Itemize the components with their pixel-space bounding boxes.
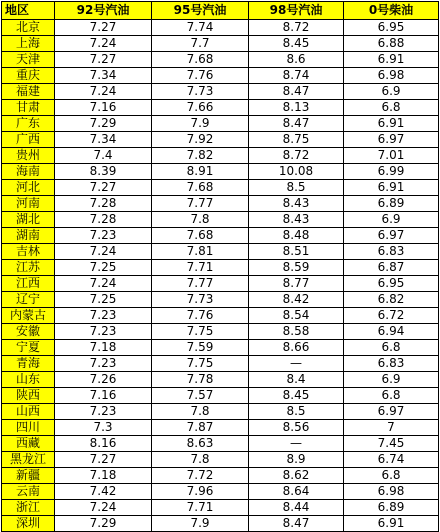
cell-gasoline-95: 7.73 xyxy=(152,84,249,100)
cell-region: 四川 xyxy=(2,420,55,436)
table-row xyxy=(2,180,439,196)
table-row xyxy=(2,196,439,212)
cell-region: 辽宁 xyxy=(2,292,55,308)
cell-gasoline-95: 7.9 xyxy=(152,116,249,132)
table-row xyxy=(2,436,439,452)
cell-gasoline-92: 7.27 xyxy=(55,452,152,468)
cell-gasoline-92: 7.24 xyxy=(55,500,152,516)
cell-diesel-0: 6.82 xyxy=(344,292,439,308)
cell-gasoline-92: 7.24 xyxy=(55,84,152,100)
header-diesel-0: 0号柴油 xyxy=(344,2,439,20)
cell-gasoline-95: 7.68 xyxy=(152,52,249,68)
cell-gasoline-95: 7.96 xyxy=(152,484,249,500)
table-row xyxy=(2,244,439,260)
table-row xyxy=(2,452,439,468)
cell-region: 青海 xyxy=(2,356,55,372)
cell-gasoline-95: 7.8 xyxy=(152,404,249,420)
cell-gasoline-92: 7.23 xyxy=(55,228,152,244)
cell-gasoline-92: 7.24 xyxy=(55,244,152,260)
cell-diesel-0: 6.97 xyxy=(344,132,439,148)
cell-gasoline-98: 8.51 xyxy=(249,244,344,260)
cell-region: 广西 xyxy=(2,132,55,148)
cell-diesel-0: 6.99 xyxy=(344,164,439,180)
cell-gasoline-92: 7.28 xyxy=(55,212,152,228)
header-region: 地区 xyxy=(2,2,55,20)
cell-gasoline-98: 8.72 xyxy=(249,148,344,164)
cell-gasoline-95: 7.87 xyxy=(152,420,249,436)
table-header xyxy=(2,2,439,20)
cell-gasoline-98: 8.5 xyxy=(249,404,344,420)
cell-gasoline-95: 7.76 xyxy=(152,308,249,324)
cell-diesel-0: 6.98 xyxy=(344,68,439,84)
cell-region: 陕西 xyxy=(2,388,55,404)
cell-gasoline-92: 7.23 xyxy=(55,324,152,340)
table-row xyxy=(2,228,439,244)
cell-region: 吉林 xyxy=(2,244,55,260)
fuel-price-table-container xyxy=(1,1,438,532)
table-row xyxy=(2,276,439,292)
cell-gasoline-92: 7.42 xyxy=(55,484,152,500)
cell-region: 深圳 xyxy=(2,516,55,532)
cell-region: 内蒙古 xyxy=(2,308,55,324)
cell-gasoline-92: 7.18 xyxy=(55,340,152,356)
header-gasoline-98: 98号汽油 xyxy=(249,2,344,20)
cell-gasoline-98: 8.48 xyxy=(249,228,344,244)
cell-diesel-0: 6.91 xyxy=(344,180,439,196)
table-row xyxy=(2,340,439,356)
table-row xyxy=(2,68,439,84)
cell-gasoline-95: 7.75 xyxy=(152,324,249,340)
cell-gasoline-98: 8.47 xyxy=(249,84,344,100)
cell-gasoline-95: 7.75 xyxy=(152,356,249,372)
cell-gasoline-98: 10.08 xyxy=(249,164,344,180)
cell-region: 湖北 xyxy=(2,212,55,228)
table-row xyxy=(2,356,439,372)
cell-region: 上海 xyxy=(2,36,55,52)
cell-region: 安徽 xyxy=(2,324,55,340)
cell-gasoline-98: 8.13 xyxy=(249,100,344,116)
cell-gasoline-92: 7.18 xyxy=(55,468,152,484)
cell-gasoline-98: 8.64 xyxy=(249,484,344,500)
cell-region: 甘肃 xyxy=(2,100,55,116)
table-row xyxy=(2,468,439,484)
cell-gasoline-92: 8.39 xyxy=(55,164,152,180)
cell-diesel-0: 6.89 xyxy=(344,500,439,516)
table-row xyxy=(2,484,439,500)
cell-region: 山东 xyxy=(2,372,55,388)
table-row xyxy=(2,116,439,132)
cell-region: 河南 xyxy=(2,196,55,212)
cell-gasoline-95: 7.57 xyxy=(152,388,249,404)
cell-diesel-0: 6.91 xyxy=(344,52,439,68)
cell-diesel-0: 6.9 xyxy=(344,372,439,388)
cell-diesel-0: 6.8 xyxy=(344,340,439,356)
cell-gasoline-95: 7.77 xyxy=(152,276,249,292)
cell-region: 重庆 xyxy=(2,68,55,84)
cell-gasoline-92: 7.27 xyxy=(55,180,152,196)
table-row xyxy=(2,404,439,420)
cell-gasoline-92: 7.29 xyxy=(55,116,152,132)
cell-diesel-0: 6.88 xyxy=(344,36,439,52)
cell-gasoline-92: 7.24 xyxy=(55,36,152,52)
cell-gasoline-95: 7.72 xyxy=(152,468,249,484)
cell-region: 天津 xyxy=(2,52,55,68)
table-row xyxy=(2,148,439,164)
table-row xyxy=(2,260,439,276)
cell-region: 江苏 xyxy=(2,260,55,276)
cell-gasoline-92: 7.26 xyxy=(55,372,152,388)
cell-gasoline-95: 7.82 xyxy=(152,148,249,164)
cell-gasoline-98: 8.43 xyxy=(249,196,344,212)
cell-gasoline-95: 7.7 xyxy=(152,36,249,52)
table-row xyxy=(2,516,439,532)
cell-gasoline-98: 8.45 xyxy=(249,388,344,404)
cell-diesel-0: 6.8 xyxy=(344,100,439,116)
cell-region: 西藏 xyxy=(2,436,55,452)
cell-gasoline-98: 8.56 xyxy=(249,420,344,436)
cell-region: 海南 xyxy=(2,164,55,180)
cell-gasoline-95: 7.71 xyxy=(152,500,249,516)
cell-diesel-0: 6.74 xyxy=(344,452,439,468)
cell-region: 山西 xyxy=(2,404,55,420)
cell-gasoline-95: 7.66 xyxy=(152,100,249,116)
cell-gasoline-95: 7.92 xyxy=(152,132,249,148)
cell-region: 湖南 xyxy=(2,228,55,244)
cell-diesel-0: 7.01 xyxy=(344,148,439,164)
cell-diesel-0: 6.91 xyxy=(344,516,439,532)
cell-gasoline-98: 8.66 xyxy=(249,340,344,356)
table-row xyxy=(2,292,439,308)
cell-gasoline-98: 8.45 xyxy=(249,36,344,52)
table-row xyxy=(2,500,439,516)
table-row xyxy=(2,212,439,228)
table-row xyxy=(2,324,439,340)
cell-gasoline-98: 8.44 xyxy=(249,500,344,516)
cell-gasoline-98: 8.59 xyxy=(249,260,344,276)
cell-gasoline-98: 8.42 xyxy=(249,292,344,308)
table-row xyxy=(2,100,439,116)
cell-gasoline-92: 7.34 xyxy=(55,68,152,84)
cell-gasoline-92: 7.24 xyxy=(55,276,152,292)
cell-gasoline-95: 7.9 xyxy=(152,516,249,532)
cell-gasoline-95: 7.78 xyxy=(152,372,249,388)
cell-gasoline-98: 8.47 xyxy=(249,516,344,532)
cell-gasoline-92: 7.27 xyxy=(55,20,152,36)
cell-gasoline-92: 7.3 xyxy=(55,420,152,436)
table-row xyxy=(2,420,439,436)
cell-gasoline-95: 7.77 xyxy=(152,196,249,212)
cell-gasoline-92: 7.23 xyxy=(55,404,152,420)
cell-gasoline-95: 7.59 xyxy=(152,340,249,356)
cell-diesel-0: 6.8 xyxy=(344,388,439,404)
table-row xyxy=(2,36,439,52)
cell-gasoline-95: 8.63 xyxy=(152,436,249,452)
cell-region: 云南 xyxy=(2,484,55,500)
cell-diesel-0: 6.97 xyxy=(344,404,439,420)
cell-diesel-0: 6.83 xyxy=(344,244,439,260)
cell-region: 河北 xyxy=(2,180,55,196)
cell-diesel-0: 6.94 xyxy=(344,324,439,340)
cell-diesel-0: 6.89 xyxy=(344,196,439,212)
cell-gasoline-92: 7.25 xyxy=(55,260,152,276)
table-row xyxy=(2,84,439,100)
cell-region: 北京 xyxy=(2,20,55,36)
cell-gasoline-98: 8.6 xyxy=(249,52,344,68)
cell-gasoline-98: 8.9 xyxy=(249,452,344,468)
cell-diesel-0: 6.87 xyxy=(344,260,439,276)
cell-diesel-0: 7.45 xyxy=(344,436,439,452)
cell-gasoline-98: 8.58 xyxy=(249,324,344,340)
cell-diesel-0: 6.72 xyxy=(344,308,439,324)
table-row xyxy=(2,132,439,148)
cell-diesel-0: 6.91 xyxy=(344,116,439,132)
table-row xyxy=(2,372,439,388)
cell-region: 贵州 xyxy=(2,148,55,164)
cell-gasoline-98: 8.5 xyxy=(249,180,344,196)
cell-region: 宁夏 xyxy=(2,340,55,356)
cell-gasoline-95: 7.71 xyxy=(152,260,249,276)
cell-diesel-0: 6.9 xyxy=(344,84,439,100)
cell-region: 江西 xyxy=(2,276,55,292)
cell-diesel-0: 6.95 xyxy=(344,276,439,292)
cell-gasoline-92: 7.34 xyxy=(55,132,152,148)
cell-region: 福建 xyxy=(2,84,55,100)
cell-gasoline-95: 7.73 xyxy=(152,292,249,308)
cell-gasoline-92: 8.16 xyxy=(55,436,152,452)
cell-gasoline-98: 8.72 xyxy=(249,20,344,36)
cell-region: 浙江 xyxy=(2,500,55,516)
cell-gasoline-95: 7.76 xyxy=(152,68,249,84)
cell-gasoline-95: 7.68 xyxy=(152,228,249,244)
cell-gasoline-98: — xyxy=(249,356,344,372)
cell-gasoline-92: 7.29 xyxy=(55,516,152,532)
cell-diesel-0: 6.97 xyxy=(344,228,439,244)
cell-gasoline-92: 7.16 xyxy=(55,388,152,404)
cell-gasoline-98: 8.43 xyxy=(249,212,344,228)
header-gasoline-92: 92号汽油 xyxy=(55,2,152,20)
cell-gasoline-98: 8.75 xyxy=(249,132,344,148)
cell-gasoline-95: 7.68 xyxy=(152,180,249,196)
table-row xyxy=(2,308,439,324)
cell-gasoline-95: 7.8 xyxy=(152,452,249,468)
cell-gasoline-92: 7.27 xyxy=(55,52,152,68)
table-row xyxy=(2,20,439,36)
cell-gasoline-95: 8.91 xyxy=(152,164,249,180)
cell-diesel-0: 6.8 xyxy=(344,468,439,484)
cell-gasoline-92: 7.23 xyxy=(55,308,152,324)
cell-gasoline-98: 8.77 xyxy=(249,276,344,292)
cell-gasoline-95: 7.74 xyxy=(152,20,249,36)
cell-gasoline-92: 7.23 xyxy=(55,356,152,372)
cell-gasoline-95: 7.81 xyxy=(152,244,249,260)
cell-diesel-0: 6.98 xyxy=(344,484,439,500)
cell-region: 广东 xyxy=(2,116,55,132)
table-body xyxy=(2,20,439,532)
fuel-price-table xyxy=(1,1,439,532)
cell-diesel-0: 7 xyxy=(344,420,439,436)
cell-diesel-0: 6.83 xyxy=(344,356,439,372)
cell-gasoline-98: — xyxy=(249,436,344,452)
header-row xyxy=(2,2,439,20)
cell-diesel-0: 6.9 xyxy=(344,212,439,228)
cell-gasoline-95: 7.8 xyxy=(152,212,249,228)
cell-region: 新疆 xyxy=(2,468,55,484)
cell-gasoline-98: 8.47 xyxy=(249,116,344,132)
cell-gasoline-98: 8.74 xyxy=(249,68,344,84)
cell-gasoline-98: 8.4 xyxy=(249,372,344,388)
cell-gasoline-92: 7.28 xyxy=(55,196,152,212)
cell-gasoline-92: 7.25 xyxy=(55,292,152,308)
cell-gasoline-98: 8.54 xyxy=(249,308,344,324)
cell-gasoline-92: 7.16 xyxy=(55,100,152,116)
table-row xyxy=(2,164,439,180)
cell-gasoline-92: 7.4 xyxy=(55,148,152,164)
table-row xyxy=(2,52,439,68)
cell-gasoline-98: 8.62 xyxy=(249,468,344,484)
table-row xyxy=(2,388,439,404)
header-gasoline-95: 95号汽油 xyxy=(152,2,249,20)
cell-diesel-0: 6.95 xyxy=(344,20,439,36)
cell-region: 黑龙江 xyxy=(2,452,55,468)
